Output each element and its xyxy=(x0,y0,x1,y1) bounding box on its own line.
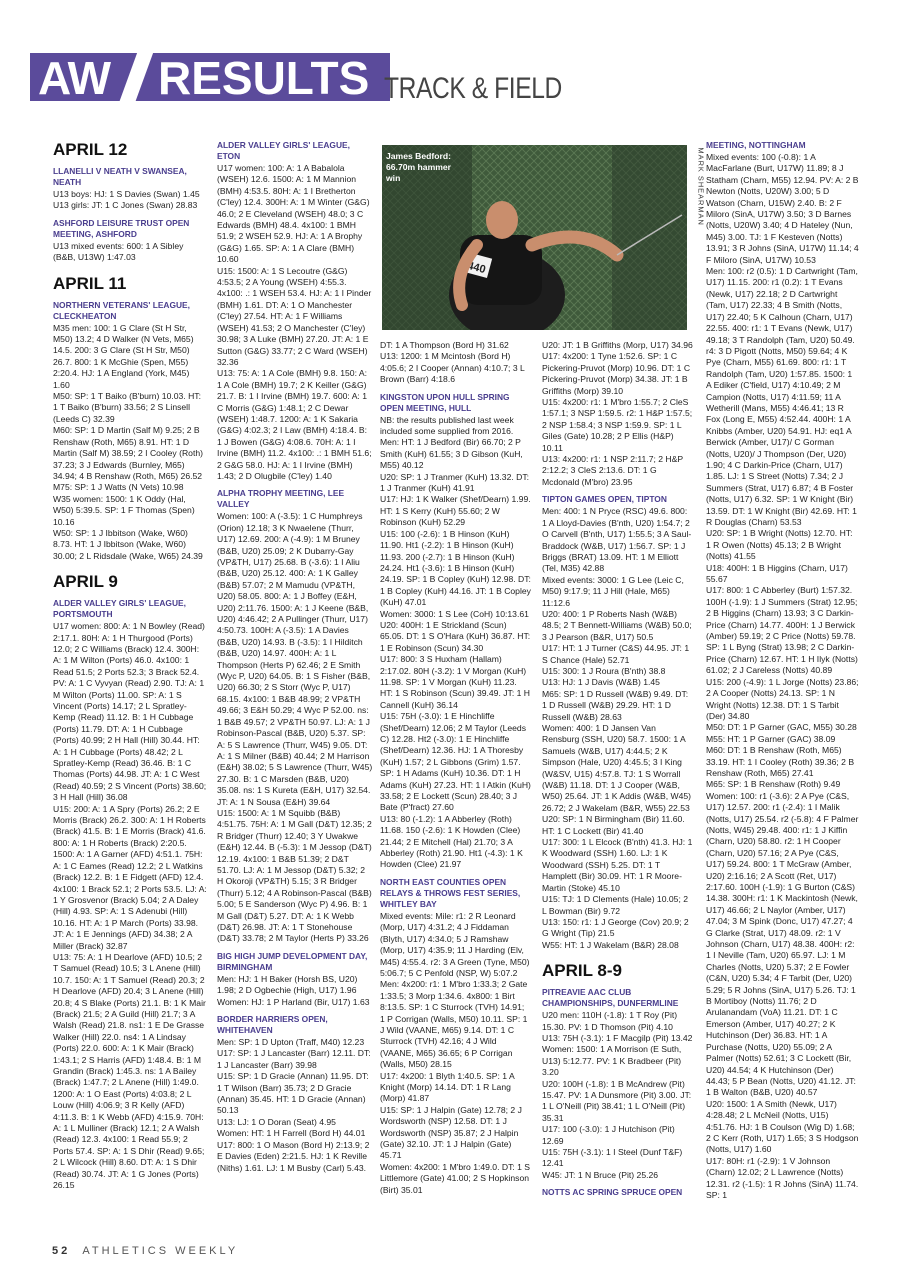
results-text: M35 men: 100: 1 G Clare (St H Str, M50) 13.2; 4 D Walker (N Vets, M65) 14.5. 200: 3 G Clare (St H Str, M50) 26.7. 800: 1 K McGhie (Spen, M55) 2:20.4. HJ: 1 A England (York, M45) 1.60 M50: SP: 1 T Baiko (B'burn) 10.03. HT: 1 T Baiko (B'burn) 33.56; 2 S Linsell (Leeds C) 32.39 M60: SP: 1 D Martin (Salf M) 9.25; 2 B Renshaw (Roth, M65) 8.91. HT: 1 D Martin (Salf M) 38.59; 2 I Cooley (Roth) 37.23; 3 J Edwards (Burnley, M65) 34.94; 4 B Renshaw (Roth, M65) 26.52 M75: SP: 1 J Watts (N Vets) 10.98 W35 women: 1500: 1 K Oddy (Hal, W50) 5:39.5. SP: 1 F Thomas (Spen) 10.16 W50: SP: 1 J Ibbitson (Wake, W60) 8.73. HT: 1 J Ibbitson (Wake, W60) 30.00; 2 L Ridsdale (Wake, W65) 24.39 xyxy=(53,322,203,561)
page-footer xyxy=(52,1245,238,1257)
brand-logo: AW xyxy=(38,53,111,101)
banner-slash xyxy=(117,53,156,101)
meeting-heading: ALPHA TROPHY MEETING, LEE VALLEY xyxy=(217,488,345,510)
meeting-heading: ASHFORD LEISURE TRUST OPEN MEETING, ASHFORD xyxy=(53,217,190,239)
column-3 xyxy=(380,340,531,1196)
meeting-heading: MEETING, NOTTINGHAM xyxy=(706,140,806,150)
meeting-heading: PITREAVIE AAC CLUB CHAMPIONSHIPS, DUNFERMLINE xyxy=(542,987,679,1009)
meeting-heading: ALDER VALLEY GIRLS' LEAGUE, PORTSMOUTH xyxy=(53,598,186,620)
date-heading: APRIL 12 xyxy=(53,140,128,159)
results-text: Men: HJ: 1 H Baker (Horsh BS, U20) 1.98; 2 D Ogbechie (High, U17) 1.96 Women: HJ: 1 P Harland (Bir, U17) 1.63 xyxy=(217,973,370,1007)
date-heading: APRIL 8-9 xyxy=(542,961,622,981)
meeting-heading: NOTTS AC SPRING SPRUCE OPEN xyxy=(542,1187,683,1198)
results-text: U20 men: 110H (-1.8): 1 T Roy (Pit) 15.30. PV: 1 D Thomson (Pit) 4.10 U13: 75H (-3.1): 1 F Macgilp (Pit) 13.42 Women: 1500: 1 A Morrison (E Suth, U13) 5:12.77. PV: 1 K Bradbeer (Pit) 3.20 U20: 100H (-1.8): 1 B McAndrew (Pit) 15.47. PV: 1 A Dunsmore (Pit) 3.00. JT: 1 L O'Neill (Pit) 38.41; 1 L O'Neill (Pit) 35.31 U17: 100 (-3.0): 1 J Hutchison (Pit) 12.69 U15: 75H (-3.1): 1 I Steel (Dunf T&F) 12.41 W45: JT: 1 N Bruce (Pit) 25.26 xyxy=(542,1010,693,1180)
photo-credit-text: MARK SHEARMAN xyxy=(696,147,706,226)
meeting-heading: TIPTON GAMES OPEN, TIPTON xyxy=(542,494,667,505)
results-text: U17 women: 100: A: 1 A Babalola (WSEH) 12.6. 1500: A: 1 M Mannion (BMH) 4:53.5. 80H: A: 1 I Bretherton (C'ley) 12.4. 300H: A: 1 M Winter (G&G) 46.0; 2 E Cleveland (WSEH) 48.0; 3 C Edwards (BMH) 48.4. 4x100: 1 BMH 51.9; 2 WSEH 52.9. HJ: A: 1 A Brophy (G&G) 1.65. SP: A: 1 A Clare (BMH) 10.60 U15: 1500: A: 1 S Lecoutre (G&G) 4:53.5; 2 A Young (WSEH) 4:55.3. 4x100: .: 1 WSEH 53.4. HJ: A: 1 I Pinder (BMH) 1.61. DT: A: 1 O Manchester (C'ley) 27.54. HT: A: 1 F Williams (WSEH) 41.53; 2 O Manchester (C'ley) 30.98; 3 A Luke (BMH) 27.20. JT: A: 1 E Sutton (G&G) 33.77; 2 C Ward (WSEH) 32.36 U13: 75: A: 1 A Cole (BMH) 9.8. 150: A: 1 A Cole (BMH) 19.7; 2 K Keiller (G&G) 21.7. B: 1 I Irvine (BMH) 19.7. 600: A: 1 C Morris (G&G) 1:48.1; 2 C Dewar (WSEH) 1:48.7. 1200: A: 1 K Sakaria (G&G) 4:02.3; 2 I Law (BMH) 4:18.4. B: 1 J Bowen (G&G) 4:08.6. 70H: A: 1 I Irvine (BMH) 11.2. 4x100: .: 1 BMH 51.6; 2 G&G 58.0. HJ: A: 1 I Irvine (BMH) 1.43; 2 D Olugbile (C'ley) 1.40 xyxy=(217,163,372,481)
results-text: U13 mixed events: 600: 1 A Sibley (B&B, U13W) 1:47.03 xyxy=(53,240,184,263)
meeting-heading: NORTH EAST COUNTIES OPEN RELAYS & THROWS FEST SERIES, WHITLEY BAY xyxy=(380,876,521,909)
section-title: RESULTS xyxy=(158,53,370,101)
column-5 xyxy=(706,140,859,1201)
date-heading: APRIL 11 xyxy=(53,273,127,293)
meeting-heading: KINGSTON UPON HULL SPRING OPEN MEETING, HULL xyxy=(380,391,510,413)
meeting-heading: ALDER VALLEY GIRLS' LEAGUE, ETON xyxy=(217,140,350,161)
results-text: Men: 400: 1 N Pryce (RSC) 49.6. 800: 1 A Lloyd-Davies (B'nth, U20) 1:54.7; 2 O Carvell (B'nth, U17) 1:55.5; 3 A Saul-Braddock (W&B, U17) 1:56.7. SP: 1 J Briggs (BRAT) 13.09. HT: 1 M Elliott (Tel, M35) 42.88 Mixed events: 3000: 1 G Lee (Leic C, M50) 9:17.9; 11 J Hill (Hale, M65) 11:12.6 U20: 400: 1 P Roberts Nash (W&B) 48.5; 2 T Bennett-Williams (W&B) 50.0; 3 J Pearson (B&R, U17) 50.5 U17: HT: 1 J Turner (C&S) 44.95. JT: 1 S Chance (Hale) 52.71 U15: 300: 1 J Roura (B'nth) 38.8 U13: HJ: 1 J Davis (W&B) 1.45 M65: SP: 1 D Russell (W&B) 9.49. DT: 1 D Russell (W&B) 29.29. HT: 1 D Russell (W&B) 28.63 Women: 400: 1 D Jansen Van Rensburg (SSH, U20) 58.7. 1500: 1 A Samuels (W&B, U17) 4:44.5; 2 K Simpson (Hale, U20) 4:45.5; 3 I King (W&SV, U15) 4:57.8. TJ: 1 S Worrall (W&B) 11.18. DT: 1 J Cooper (W&B, W50) 25.64. JT: 1 K Addis (W&B, W45) 26.72; 2 J Wakelam (B&R, W55) 22.53 U20: SP: 1 N Birmingham (Bir) 11.60. HT: 1 C Lockett (Bir) 41.40 U17: 300: 1 L Elcock (B'nth) 41.3. HJ: 1 K Woodward (SSH) 1.60. LJ: 1 K Woodward (SSH) 5.25. DT: 1 T Hamplett (Bir) 30.09. HT: 1 R Moore-Martin (Stoke) 45.10 U15: TJ: 1 D Clements (Hale) 10.05; 2 L Bowman (Bir) 9.72 U13: 150: r1: 1 J George (Cov) 20.9; 2 G Wright (Tip) 21.5 W55: HT: 1 J Wakelam (B&R) 28.08 xyxy=(542,506,693,950)
results-text: NB: the results published last week included some supplied from 2016. Men: HT: 1 J Bedford (Bir) 66.70; 2 P Smith (KuH) 61.55; 3 D Gibson (KuH, M55) 40.12 U20: SP: 1 J Tranmer (KuH) 13.32. DT: 1 J Tranmer (KuH) 41.91 U17: HJ: 1 K Walker (Shef/Dearn) 1.99. HT: 1 S Kerry (KuH) 55.60; 2 W Robinson (KuH) 52.29 U15: 100 (-2.6): 1 B Hinson (KuH) 11.90. Ht1 (-2.2): 1 B Hinson (KuH) 11.93. 200 (-2.7): 1 B Hinson (KuH) 24.24. Ht1 (-3.6): 1 B Hinson (KuH) 24.19. SP: 1 B Copley (KuH) 12.98. DT: 1 B Copley (KuH) 44.16. JT: 1 B Copley (KuH) 47.01 Women: 3000: 1 S Lee (CoH) 10:13.61 U20: 400H: 1 E Strickland (Scun) 65.05. DT: 1 S O'Hara (KuH) 36.87. HT: 1 E Robinson (Scun) 34.30 U17: 800: 3 S Huxham (Hallam) 2:17.02. 80H (-3.2): 1 V Morgan (KuH) 11.98. SP: 1 V Morgan (KuH) 11.23. HT: 1 S Robinson (Scun) 39.49. JT: 1 H Cannell (KuH) 36.14 U15: 75H (-3.0): 1 E Hinchliffe (Shef/Dearn) 12.06; 2 M Taylor (Leeds C) 12.28. Ht2 (-3.0): 1 E Hinchliffe (Shef/Dearn) 12.36. HJ: 1 A Thoresby (KuH) 1.57; 2 L Gibbons (Grim) 1.57. SP: 1 H Adams (KuH) 10.36. DT: 1 H Adams (KuH) 27.23. HT: 1 I Atkin (KuH) 33.58; 2 E Lockett (Scun) 28.40; 3 J Bate (P'fract) 27.60 U13: 80 (-1.2): 1 A Abberley (Roth) 11.68. 150 (-2.6): 1 K Howden (Clee) 21.44; 2 E Mitchell (Hal) 21.70; 3 A Abberley (Roth) 21.90. Ht1 (-4.3): 1 K Howden (Clee) 21.97 xyxy=(380,414,531,870)
page-number: 52 xyxy=(52,1245,71,1257)
page-subtitle: TRACK & FIELD xyxy=(384,72,562,105)
date-heading: APRIL 9 xyxy=(53,572,118,592)
bib-number: 440 xyxy=(465,259,487,277)
meeting-heading: NORTHERN VETERANS' LEAGUE, CLECKHEATON xyxy=(53,299,190,321)
results-text: U17 women: 800: A: 1 N Bowley (Read) 2:17.1. 80H: A: 1 H Thurgood (Ports) 12.0; 2 C Williams (Brack) 12.4. 300H: A: 1 M Wilton (Ports) 46.0. 4x100: 1 Read 51.5; 2 Ports 52.3; 3 Brack 52.4. PV: A: 1 C Vyvyan (Read) 2.90. TJ: A: 1 M Wilton (Ports) 11.00. SP: A: 1 S Vincent (Ports) 14.17; 2 L Spratley-Kemp (Read) 11.12. B: 1 H Cubbage (Ports) 11.79. DT: A: 1 H Cubbage (Ports) 40.99; 2 H Hall (Hill) 30.44. HT: A: 1 H Cubbage (Ports) 48.42; 2 L Spratley-Kemp (Read) 36.46. B: 1 C Thomas (Ports) 44.98. JT: A: 1 C West (Read) 40.59; 2 S Vincent (Ports) 38.60; 3 H Hall (Hill) 36.08 U15: 200: A: 1 A Spry (Ports) 26.2; 2 E Morris (Brack) 26.2. 300: A: 1 H Roberts (Brack) 41.5. B: 1 E Morris (Brack) 41.6. 800: A: 1 H Roberts (Brack) 2:20.5. 1500: A: 1 A Garner (AFD) 4:51.1. 75H: A: 1 C Eames (Read) 12.2; 2 L Watkins (Brack) 12.2. B: 1 E Fidgett (AFD) 12.4. 4x100: 1 Brack 52.1; 2 Ports 53.5. LJ: A: 1 Y Grosvenor (Brack) 5.04; 2 A Daley (Hill) 4.93. SP: A: 1 S Adenubi (Hill) 10.16. HT: A: 1 P March (Ports) 33.98. JT: A: 1 E Jennings (AFD) 34.38; 2 A Miller (Brack) 32.87 U13: 75: A: 1 H Dearlove (AFD) 10.5; 2 T Samuel (Read) 10.5; 3 L Anene (Hill) 10.7. 150: A: 1 T Samuel (Read) 20.3; 2 H Dearlove (AFD) 20.4; 3 L Anene (Hill) 20.8; 4 S Blake (Ports) 21.1. B: 1 K Mair (Brack) 21.5; 2 A Guild (Hill) 21.7; 3 A Walsh (Read) 21.8. ns1: 1 E De Grasse Walker (Hill) 22.0. ns4: 1 A Lindsay (Ports) 22.0. 600: A: 1 K Mair (Brack) 1:43.1; 2 S Harris (AFD) 1:48.4. B: 1 M Grandin (Brack) 1:45.3. ns: 1 A Bailey (Brack) 1:47.7; 2 L Anene (Hill) 1:49.0. 1200: A: 1 O East (Ports) 4:03.8; 2 L Louw (Hill) 4:06.9; 3 R Kelly (AFD) 4:11.3. B: 1 K Webb (AFD) 4:15.9. 70H: A: 1 L Mulliner (Brack) 12.1; 2 A Walsh (Read) 12.3. 4x100: 1 Read 55.9; 2 Ports 57.4. SP: A: 1 S Dhir (Read) 9.65; 2 L Wilcock (Hill) 8.60. DT: A: 1 S Dhir (Read) 30.74. JT: A: 1 G Jones (Ports) 26.15 xyxy=(53,621,207,1191)
photo-caption: James Bedford: 66.70m hammer win xyxy=(386,151,451,183)
results-text: DT: 1 A Thompson (Bord H) 31.62 U13: 1200: 1 M Mcintosh (Bord H) 4:05.6; 2 I Cooper (Annan) 4:10.7; 3 L Brown (Barr) 4:18.6 xyxy=(380,340,525,385)
results-text: Women: 100: A (-3.5): 1 C Humphreys (Orion) 12.18; 3 K Nwaelene (Thurr, U17) 12.69. 200: A (-4.9): 1 M Bruney (B&B, U20) 25.09; 2 K Dubarry-Gay (VP&TH, U17) 25.68. B (-3.6): 1 I Aliu (B&B, U20) 25.12. 400: A: 1 K Galley (B&B) 57.07; 2 M Mamudu (VP&TH, U20) 58.05. 800: A: 1 J Boffey (E&H, U20) 2:11.76. 1500: A: 1 J Keene (B&B, U20) 4:46.42; 2 A Pullinger (Thurr, U17) 4:50.73. 100H: A (-3.5): 1 A Davies (B&B, U20) 14.93. B (-3.5): 1 I Hilditch (B&B, U20) 14.97. 400H: A: 1 L Thompson (Herts P) 62.46; 2 E Smith (Wyc P, U20) 64.05. B: 1 S Fisher (B&B, U20) 66.30; 2 S Storr (Wyc P, U17) 68.15. 4x100: 1 B&B 48.99; 2 VP&TH 49.66; 3 E&H 50.29; 4 Wyc P 52.00. ns: 1 B&B 49.57; 2 VP&TH 50.97. LJ: A: 1 J Robinson-Pascal (B&B, U20) 5.37. SP: A: 5 S Lawrence (Thurr, W45) 9.05. DT: A: 1 S Milner (B&B) 40.44; 2 M Harrison (E&H) 38.02; 5 S Lawrence (Thurr, W45) 27.30. B: 1 C Marsden (B&B, U20) 35.08. ns: 1 S Kureta (E&H, U17) 32.54. JT: A: 1 N Sousa (E&H) 39.64 U15: 1500: A: 1 M Squibb (B&B) 4:51.75. 75H: A: 1 M Gall (D&T) 12.35; 2 R Bridger (Thurr) 12.40; 3 Y Uwakwe (E&H) 12.44. B (-5.3): 1 M Jessop (D&T) 12.19. 4x100: 1 B&B 51.39; 2 D&T 51.70. LJ: A: 1 M Jessop (D&T) 5.32; 2 H Okoroji (VP&TH) 5.15; 3 R Bridger (Thurr) 5.12; 4 A Robinson-Pascal (B&B) 5.00; 5 E Sanderson (Wyc P) 4.96. B: 1 M Gall (D&T) 5.27. DT: A: 1 K Webb (D&T) 26.98. JT: A: 1 T Stonehouse (D&T) 33.78; 2 M Taylor (Herts P) 33.26 xyxy=(217,511,373,944)
meeting-heading: BIG HIGH JUMP DEVELOPMENT DAY, BIRMINGHAM xyxy=(217,950,368,972)
results-text: U20: JT: 1 B Griffiths (Morp, U17) 34.96 U17: 4x200: 1 Tyne 1:52.6. SP: 1 C Pickering-Pruvot (Morp) 10.96. DT: 1 C Pickering-Pruvot (Morp) 34.38. JT: 1 B Griffiths (Morp) 39.10 U15: 4x200: r1: 1 M'bro 1:55.7; 2 CleS 1:57.1; 3 NSP 1:59.5. r2: 1 H&P 1:57.5; 2 NSP 1:58.4; 3 NSP 1:59.9. SP: 1 L Giles (Gate) 10.28; 2 P Ellis (H&P) 10.11 U13: 4x200: r1: 1 NSP 2:11.7; 2 H&P 2:12.2; 3 CleS 2:13.6. DT: 1 G Mcdonald (M'bro) 23.95 xyxy=(542,340,693,487)
results-text: Mixed events: Mile: r1: 2 R Leonard (Morp, U17) 4:31.2; 4 J Fiddaman (Blyth, U17) 4:34.0; 5 J Ramshaw (Morp, U17) 4:35.9; 11 J Harding (Elv, M45) 4:55.4. r2: 3 A Green (Tyne, M50) 5:06.7; 5 C Penfold (NSP, W) 5:07.2 Men: 4x200: r1: 1 M'bro 1:33.3; 2 Gate 1:33.5; 3 Morp 1:34.6. 4x800: 1 Birt 8:13.5. SP: 1 C Sturrock (TVH) 14.91; 1 P Corrigan (Walls, M50) 10.11. SP: 1 J Wild (VAANE, M65) 9.14. DT: 1 C Sturrock (TVH) 42.16; 4 J Wild (VAANE, M65) 36.65; 6 P Corrigan (Walls, M50) 28.15 U17: 4x200: 1 Blyth 1:40.5. SP: 1 A Knight (Morp) 14.14. DT: 1 R Lang (Morp) 41.87 U15: SP: 1 J Halpin (Gate) 12.78; 2 J Wordsworth (NSP) 12.58. DT: 1 J Wordsworth (NSP) 35.87; 2 J Halpin (Gate) 32.10. JT: 1 J Halpin (Gate) 45.71 Women: 4x200: 1 M'bro 1:49.0. DT: 1 S Littlemore (Gate) 41.00; 2 S Hopkinson (Birt) 35.01 xyxy=(380,910,531,1195)
meeting-heading: LLANELLI V NEATH V SWANSEA, NEATH xyxy=(53,166,187,187)
column-4 xyxy=(542,340,694,1199)
results-text: Mixed events: 100 (-0.8): 1 A MacFarlane (Burt, U17W) 11.89; 8 J Statham (Charn, M55) 12.94. PV: A: 2 B Newton (Notts, U20W) 3.00; 5 D Watson (Charn, U15W) 2.40. B: 2 F Miloro (SinA, U17W) 3.50; 3 D Barnes (Notts, U20W) 3.40; 4 D Hateley (Nun, M45) 3.00. TJ: 1 F Kesteven (Notts) 13.91; 3 R Johns (SinA, U17W) 11.14; 4 F Miloro (SinA, U17W) 10.53 Men: 100: r2 (0.5): 1 D Cartwright (Tam, U17) 11.15. 200: r1 (0.2): 1 T Evans (Newk, U17) 22.18; 2 D Cartwright (Tam, U17) 22.33; 4 B Smith (Notts, U17) 22.40; 5 K Calhoun (Charn, U17) 22.55. 400: r1: 1 T Evans (Newk, U17) 49.18; 3 T Randolph (Tam, U20) 50.49. r4: 3 D Pigott (Notts, M50) 59.64; 4 K Pye (Charn, M55) 61.69. 800: r1: 1 T Randolph (Tam, U20) 1:57.85. 1500: 1 A Ediker (C'field, U17) 4:10.49; 2 M Campion (Notts, U17) 4:11.59; 11 A Wetherill (Mans, M55) 4:46.41; 13 R Fox (Long E, M55) 4:52.44. 400H: 1 A Knibbs (Amber, U20) 54.91. HJ: eq1 A Berwick (Amber, U17)/ C Gorman (Notts, U20)/ J Thompson (Der, U20) 1.90; 4 C Darkin-Price (Charn, U17) 1.85. LJ: 1 S Street (Notts) 7.34; 2 J Summers (Strat, U17) 6.87; 4 B Foster (Notts, U17) 6.32. SP: 1 W Knight (Bir) 13.59. DT: 1 W Knight (Bir) 42.69. HT: 1 R Douglas (Charn) 53.53 U20: SP: 1 B Wright (Notts) 12.70. HT: 1 R Owen (Notts) 45.13; 2 B Wright (Notts) 41.55 U18: 400H: 1 B Higgins (Charn, U17) 55.67 U17: 800: 1 C Abberley (Burt) 1:57.32. 100H (-1.9): 1 J Summers (Strat) 12.95; 2 B Higgins (Charn) 13.93; 3 C Darkin-Price (Charn) 14.77. 400H: 1 J Berwick (Amber) 59.19; 2 C Price (Notts) 59.78. SP: 1 L Byng (Strat) 13.98; 2 C Darkin-Price (Charn) 12.67. HT: 1 H Ilyk (Notts) 61.02; 2 J Careless (Notts) 40.89 U15: 200 (-4.9): 1 L Jorge (Notts) 23.86; 2 A Cooper (Notts) 24.13. SP: 1 N Wright (Notts) 12.38. DT: 1 S Tarbit (Der) 34.80 M50: DT: 1 P Garner (GAC, M55) 30.28 M55: HT: 1 P Garner (GAC) 38.09 M60: DT: 1 B Renshaw (Roth, M65) 33.19. HT: 1 I Cooley (Roth) 39.36; 2 B Renshaw (Roth, M65) 27.41 M65: SP: 1 B Renshaw (Roth) 9.49 Women: 100: r1 (-3.6): 2 A Pye (C&S, U17) 12.57. 200: r1 (-2.4): 1 I Malik (Notts, U17) 25.54. r2 (-5.8): 4 F Palmer (Notts, W45) 29.48. 400: r1: 1 J Kiffin (Charn, U20) 58.80. r2: 1 H Cooper (Charn, U20) 57.16; 2 A Pye (C&S, U17) 59.24. 800: 1 T McGraw (Amber, U20) 2:16.16; 2 A Scott (Ret, U17) 2:17.60. 100H (-1.9): 1 G Burton (C&S) 14.38. 300H: r1: 1 K Mackintosh (Newk, U17) 46.66; 2 L Naylor (Amber, U17) 47.04; 3 M Spink (Donc, U17) 47.27; 4 G Clarke (Strat, U17) 48.09. r2: 1 V Johnson (Charn, U17) 48.38. 400H: r2: 1 I Neville (Tam, U20) 65.97. LJ: 1 M Charles (Notts, U20) 5.37; 2 E Fowler (C&N, U20) 5.34; 4 F Tarbit (Der, U20) 5.29; 5 R Johns (SinA, U17) 5.26. TJ: 1 B Mortiboy (Notts) 11.76; 2 D Arulanandam (VoA) 11.21. DT: 1 C Emerson (Amber, U17) 40.27; 2 K Hutchinson (Der) 36.83. HT: 1 A Purchase (Notts, U20) 55.09; 2 A Palmer (Notts) 52.61; 3 C Lockett (Bir, U20) 44.54; 4 K Hutchinson (Der) 44.43; 5 P Bean (Notts, U20) 41.12. JT: 1 B Walton (B&B, U20) 40.57 U20: 1500: 1 A Smith (Newk, U17) 4:28.48; 2 L McNeil (Notts, U15) 4:51.76. HJ: 1 B Coulson (Wig D) 1.68; 2 C Kerr (Roth, U17) 1.65; 3 S Hodgson (Notts, U17) 1.60 U17: 80H: r1 (-2.9): 1 V Johnson (Charn) 12.02; 2 L Lawrence (Notts) 12.31. r2 (-1.5): 1 R Johns (SinA) 11.74. SP: 1 xyxy=(706,152,859,1200)
meeting-heading: BORDER HARRIERS OPEN, WHITEHAVEN xyxy=(217,1014,328,1036)
magazine-title: ATHLETICS WEEKLY xyxy=(82,1245,239,1257)
results-banner xyxy=(30,53,390,101)
photo-credit xyxy=(693,145,706,345)
column-2 xyxy=(217,140,373,1174)
results-text: Men: SP: 1 D Upton (Traff, M40) 12.23 U17: SP: 1 J Lancaster (Barr) 12.11. DT: 1 J Lancaster (Barr) 39.98 U15: SP: 1 D Gracie (Annan) 11.95. DT: 1 T Wilson (Barr) 35.73; 2 D Gracie (Annan) 35.45. HT: 1 D Gracie (Annan) 50.13 U13: LJ: 1 O Doran (Seat) 4.95 Women: HT: 1 H Farrell (Bord H) 44.01 U17: 800: 1 O Mason (Bord H) 2:13.9; 2 E Davies (Eden) 2:21.5. HJ: 1 K Reville (Niths) 1.61. LJ: 1 M Busby (Carl) 5.43. xyxy=(217,1037,371,1173)
results-text: U13 boys: HJ: 1 S Davies (Swan) 1.45 U13 girls: JT: 1 C Jones (Swan) 28.83 xyxy=(53,189,200,211)
column-1 xyxy=(53,140,208,1191)
